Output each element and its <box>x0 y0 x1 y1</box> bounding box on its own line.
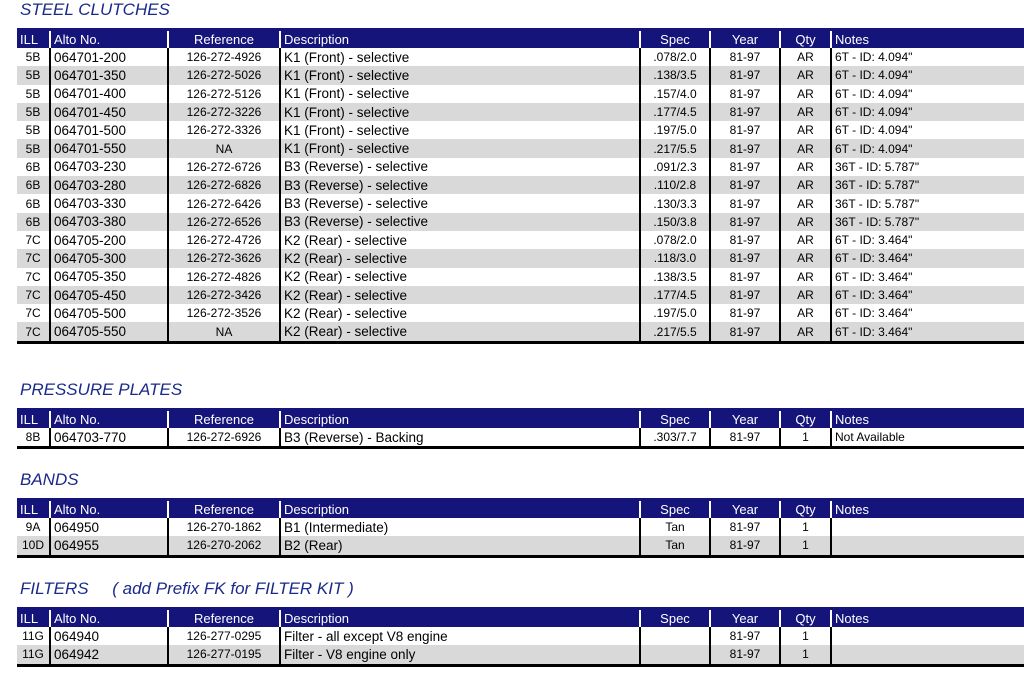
cell-reference: 126-272-6526 <box>168 213 280 231</box>
cell-ill: 7C <box>17 322 50 342</box>
cell-ill: 7C <box>17 304 50 322</box>
header-alto-no: Alto No. <box>50 410 168 429</box>
table-row <box>17 103 1024 121</box>
cell-description: K1 (Front) - selective <box>280 48 640 66</box>
cell-notes: 6T - ID: 3.464" <box>835 306 913 321</box>
header-reference: Reference <box>168 500 280 519</box>
header-ill: ILL <box>17 30 50 49</box>
cell-qty: AR <box>780 158 831 176</box>
table-header-row <box>17 410 1024 429</box>
cell-reference: 126-272-6826 <box>168 176 280 194</box>
cell-notes: 36T - ID: 5.787" <box>835 159 920 174</box>
cell-reference: 126-272-4726 <box>168 231 280 249</box>
header-notes: Notes <box>831 609 1024 628</box>
cell-reference: 126-272-5126 <box>168 85 280 103</box>
cell-qty: AR <box>780 121 831 139</box>
cell-reference: 126-272-3426 <box>168 286 280 304</box>
cell-spec: .150/3.8 <box>640 213 710 231</box>
cell-spec <box>640 645 710 665</box>
cell-description: K1 (Front) - selective <box>280 103 640 121</box>
cell-description: B2 (Rear) <box>280 536 640 556</box>
cell-ill: 5B <box>17 66 50 84</box>
cell-ill: 5B <box>17 48 50 66</box>
cell-spec: .303/7.7 <box>640 428 710 448</box>
cell-reference: 126-272-6726 <box>168 158 280 176</box>
header-qty: Qty <box>780 500 831 519</box>
cell-qty: AR <box>780 231 831 249</box>
table-row <box>17 249 1024 267</box>
cell-alto-no: 064701-500 <box>50 121 168 139</box>
cell-qty: AR <box>780 249 831 267</box>
cell-qty: AR <box>780 85 831 103</box>
cell-ill: 6B <box>17 176 50 194</box>
cell-alto-no: 064701-350 <box>50 66 168 84</box>
cell-spec: Tan <box>640 518 710 536</box>
cell-notes: 36T - ID: 5.787" <box>835 196 920 211</box>
cell-year: 81-97 <box>710 139 780 157</box>
table-row <box>17 121 1024 139</box>
cell-ill: 7C <box>17 268 50 286</box>
cell-qty: AR <box>780 213 831 231</box>
header-ill: ILL <box>17 500 50 519</box>
cell-alto-no: 064703-770 <box>50 428 168 448</box>
cell-description: B3 (Reverse) - selective <box>280 176 640 194</box>
table-row <box>17 304 1024 322</box>
cell-notes: 6T - ID: 4.094" <box>835 50 913 65</box>
cell-reference: 126-277-0195 <box>168 645 280 665</box>
cell-year: 81-97 <box>710 304 780 322</box>
cell-alto-no: 064705-450 <box>50 286 168 304</box>
header-description: Description <box>280 500 640 519</box>
header-year: Year <box>710 30 780 49</box>
cell-description: B3 (Reverse) - selective <box>280 158 640 176</box>
cell-spec: .177/4.5 <box>640 286 710 304</box>
cell-reference: NA <box>168 322 280 342</box>
cell-qty: AR <box>780 139 831 157</box>
cell-ill: 7C <box>17 249 50 267</box>
cell-alto-no: 064703-330 <box>50 194 168 212</box>
table-header-row <box>17 500 1024 519</box>
cell-alto-no: 064705-500 <box>50 304 168 322</box>
cell-ill: 5B <box>17 103 50 121</box>
header-description: Description <box>280 30 640 49</box>
cell-year: 81-97 <box>710 428 780 448</box>
header-reference: Reference <box>168 609 280 628</box>
cell-spec: .110/2.8 <box>640 176 710 194</box>
cell-alto-no: 064701-400 <box>50 85 168 103</box>
header-reference: Reference <box>168 410 280 429</box>
cell-notes: 6T - ID: 4.094" <box>831 139 1024 157</box>
cell-qty: 1 <box>780 645 831 665</box>
cell-year: 81-97 <box>710 627 780 645</box>
cell-year: 81-97 <box>710 249 780 267</box>
cell-year: 81-97 <box>710 121 780 139</box>
cell-description: B3 (Reverse) - Backing <box>280 428 640 448</box>
cell-alto-no: 064701-200 <box>50 48 168 66</box>
cell-alto-no: 064703-380 <box>50 213 168 231</box>
header-spec: Spec <box>640 500 710 519</box>
cell-notes: 6T - ID: 3.464" <box>835 269 913 284</box>
header-spec: Spec <box>640 410 710 429</box>
cell-year: 81-97 <box>710 176 780 194</box>
table-row <box>17 48 1024 66</box>
cell-notes: 36T - ID: 5.787" <box>831 176 1024 194</box>
cell-notes: 6T - ID: 4.094" <box>831 66 1024 84</box>
cell-qty: AR <box>780 194 831 212</box>
header-year: Year <box>710 609 780 628</box>
cell-spec: .138/3.5 <box>640 268 710 286</box>
cell-alto-no: 064705-550 <box>50 322 168 342</box>
header-spec: Spec <box>640 609 710 628</box>
cell-year: 81-97 <box>710 268 780 286</box>
cell-qty: AR <box>780 176 831 194</box>
cell-qty: 1 <box>780 536 831 556</box>
cell-spec: .078/2.0 <box>640 48 710 66</box>
header-notes: Notes <box>831 30 1024 49</box>
cell-spec: .157/4.0 <box>640 85 710 103</box>
cell-description: K2 (Rear) - selective <box>280 268 640 286</box>
cell-notes: 6T - ID: 3.464" <box>831 322 1024 342</box>
cell-spec: .177/4.5 <box>640 103 710 121</box>
cell-year: 81-97 <box>710 103 780 121</box>
cell-notes: 6T - ID: 3.464" <box>835 233 913 248</box>
cell-reference: 126-270-2062 <box>168 536 280 556</box>
cell-notes <box>831 536 1024 556</box>
cell-description: Filter - V8 engine only <box>280 645 640 665</box>
table-row <box>17 518 1024 536</box>
cell-notes <box>831 645 1024 665</box>
header-qty: Qty <box>780 30 831 49</box>
cell-ill: 8B <box>17 428 50 448</box>
cell-year: 81-97 <box>710 48 780 66</box>
cell-qty: AR <box>780 322 831 342</box>
cell-year: 81-97 <box>710 322 780 342</box>
table-row <box>17 213 1024 231</box>
table-row <box>17 286 1024 304</box>
cell-year: 81-97 <box>710 536 780 556</box>
pressure-plates-table <box>17 408 1024 449</box>
cell-qty: 1 <box>780 428 831 448</box>
header-notes: Notes <box>831 410 1024 429</box>
cell-qty: 1 <box>780 627 831 645</box>
filters-table <box>17 607 1024 667</box>
cell-reference: 126-272-4826 <box>168 268 280 286</box>
cell-description: K2 (Rear) - selective <box>280 304 640 322</box>
filters-title: FILTERS ( add Prefix FK for FILTER KIT ) <box>20 579 354 598</box>
cell-description: Filter - all except V8 engine <box>280 627 640 645</box>
cell-year: 81-97 <box>710 158 780 176</box>
cell-alto-no: 064705-350 <box>50 268 168 286</box>
cell-description: B3 (Reverse) - selective <box>280 213 640 231</box>
header-qty: Qty <box>780 410 831 429</box>
cell-ill: 6B <box>17 158 50 176</box>
table-row <box>17 645 1024 665</box>
cell-spec: .091/2.3 <box>640 158 710 176</box>
table-row <box>17 322 1024 342</box>
cell-ill: 7C <box>17 286 50 304</box>
cell-reference: 126-270-1862 <box>168 518 280 536</box>
cell-year: 81-97 <box>710 645 780 665</box>
table-row <box>17 627 1024 645</box>
table-row <box>17 428 1024 448</box>
cell-spec: .118/3.0 <box>640 249 710 267</box>
table-header-row <box>17 30 1024 49</box>
cell-ill: 5B <box>17 121 50 139</box>
cell-notes: Not Available <box>835 430 905 445</box>
cell-ill: 6B <box>17 194 50 212</box>
steel-clutches-title: STEEL CLUTCHES <box>20 0 170 19</box>
cell-ill: 11G <box>17 645 50 665</box>
table-row <box>17 536 1024 556</box>
cell-spec: Tan <box>640 536 710 556</box>
cell-description: K2 (Rear) - selective <box>280 322 640 342</box>
cell-ill: 6B <box>17 213 50 231</box>
table-row <box>17 85 1024 103</box>
header-year: Year <box>710 500 780 519</box>
table-header-row <box>17 609 1024 628</box>
cell-alto-no: 064701-550 <box>50 139 168 157</box>
table-row <box>17 194 1024 212</box>
table-row <box>17 231 1024 249</box>
cell-alto-no: 064942 <box>50 645 168 665</box>
cell-reference: 126-272-3226 <box>168 103 280 121</box>
cell-year: 81-97 <box>710 194 780 212</box>
cell-spec: .078/2.0 <box>640 231 710 249</box>
cell-spec <box>640 627 710 645</box>
cell-qty: AR <box>780 66 831 84</box>
cell-notes: 6T - ID: 4.094" <box>835 123 913 138</box>
cell-reference: 126-272-6426 <box>168 194 280 212</box>
cell-year: 81-97 <box>710 66 780 84</box>
cell-description: K2 (Rear) - selective <box>280 249 640 267</box>
cell-description: B3 (Reverse) - selective <box>280 194 640 212</box>
header-ill: ILL <box>17 609 50 628</box>
steel-clutches-table <box>17 28 1024 344</box>
cell-description: K1 (Front) - selective <box>280 85 640 103</box>
cell-ill: 11G <box>17 627 50 645</box>
cell-year: 81-97 <box>710 85 780 103</box>
cell-qty: AR <box>780 48 831 66</box>
cell-reference: 126-272-6926 <box>168 428 280 448</box>
cell-spec: .130/3.3 <box>640 194 710 212</box>
cell-alto-no: 064703-230 <box>50 158 168 176</box>
cell-alto-no: 064955 <box>50 536 168 556</box>
cell-qty: 1 <box>780 518 831 536</box>
cell-qty: AR <box>780 103 831 121</box>
header-year: Year <box>710 410 780 429</box>
cell-year: 81-97 <box>710 286 780 304</box>
table-row <box>17 139 1024 157</box>
cell-notes <box>831 627 1024 645</box>
cell-notes: 6T - ID: 4.094" <box>831 103 1024 121</box>
cell-reference: 126-272-5026 <box>168 66 280 84</box>
cell-notes: 6T - ID: 3.464" <box>831 286 1024 304</box>
cell-ill: 7C <box>17 231 50 249</box>
bands-table <box>17 498 1024 558</box>
cell-spec: .197/5.0 <box>640 121 710 139</box>
cell-alto-no: 064703-280 <box>50 176 168 194</box>
cell-description: K1 (Front) - selective <box>280 66 640 84</box>
cell-spec: .217/5.5 <box>640 139 710 157</box>
table-row <box>17 66 1024 84</box>
header-description: Description <box>280 410 640 429</box>
cell-description: K1 (Front) - selective <box>280 121 640 139</box>
header-alto-no: Alto No. <box>50 500 168 519</box>
cell-reference: 126-272-4926 <box>168 48 280 66</box>
cell-qty: AR <box>780 286 831 304</box>
cell-description: K2 (Rear) - selective <box>280 286 640 304</box>
bands-title: BANDS <box>20 470 79 489</box>
header-spec: Spec <box>640 30 710 49</box>
cell-reference: NA <box>168 139 280 157</box>
cell-alto-no: 064705-300 <box>50 249 168 267</box>
header-alto-no: Alto No. <box>50 30 168 49</box>
cell-spec: .197/5.0 <box>640 304 710 322</box>
cell-description: B1 (Intermediate) <box>280 518 640 536</box>
cell-notes <box>831 518 1024 536</box>
cell-spec: .217/5.5 <box>640 322 710 342</box>
header-notes: Notes <box>831 500 1024 519</box>
pressure-plates-title: PRESSURE PLATES <box>20 380 183 399</box>
cell-year: 81-97 <box>710 518 780 536</box>
header-qty: Qty <box>780 609 831 628</box>
cell-ill: 5B <box>17 139 50 157</box>
header-ill: ILL <box>17 410 50 429</box>
cell-ill: 10D <box>17 536 50 556</box>
cell-ill: 5B <box>17 85 50 103</box>
table-row <box>17 176 1024 194</box>
cell-description: K2 (Rear) - selective <box>280 231 640 249</box>
header-description: Description <box>280 609 640 628</box>
cell-alto-no: 064950 <box>50 518 168 536</box>
cell-reference: 126-272-3326 <box>168 121 280 139</box>
cell-reference: 126-272-3626 <box>168 249 280 267</box>
cell-alto-no: 064705-200 <box>50 231 168 249</box>
table-row <box>17 268 1024 286</box>
cell-qty: AR <box>780 304 831 322</box>
table-row <box>17 158 1024 176</box>
cell-notes: 6T - ID: 3.464" <box>831 249 1024 267</box>
cell-alto-no: 064701-450 <box>50 103 168 121</box>
cell-reference: 126-272-3526 <box>168 304 280 322</box>
cell-description: K1 (Front) - selective <box>280 139 640 157</box>
header-reference: Reference <box>168 30 280 49</box>
cell-spec: .138/3.5 <box>640 66 710 84</box>
cell-qty: AR <box>780 268 831 286</box>
cell-alto-no: 064940 <box>50 627 168 645</box>
cell-year: 81-97 <box>710 231 780 249</box>
cell-notes: 6T - ID: 4.094" <box>835 86 913 101</box>
header-alto-no: Alto No. <box>50 609 168 628</box>
cell-ill: 9A <box>17 518 50 536</box>
cell-notes: 36T - ID: 5.787" <box>831 213 1024 231</box>
cell-year: 81-97 <box>710 213 780 231</box>
cell-reference: 126-277-0295 <box>168 627 280 645</box>
